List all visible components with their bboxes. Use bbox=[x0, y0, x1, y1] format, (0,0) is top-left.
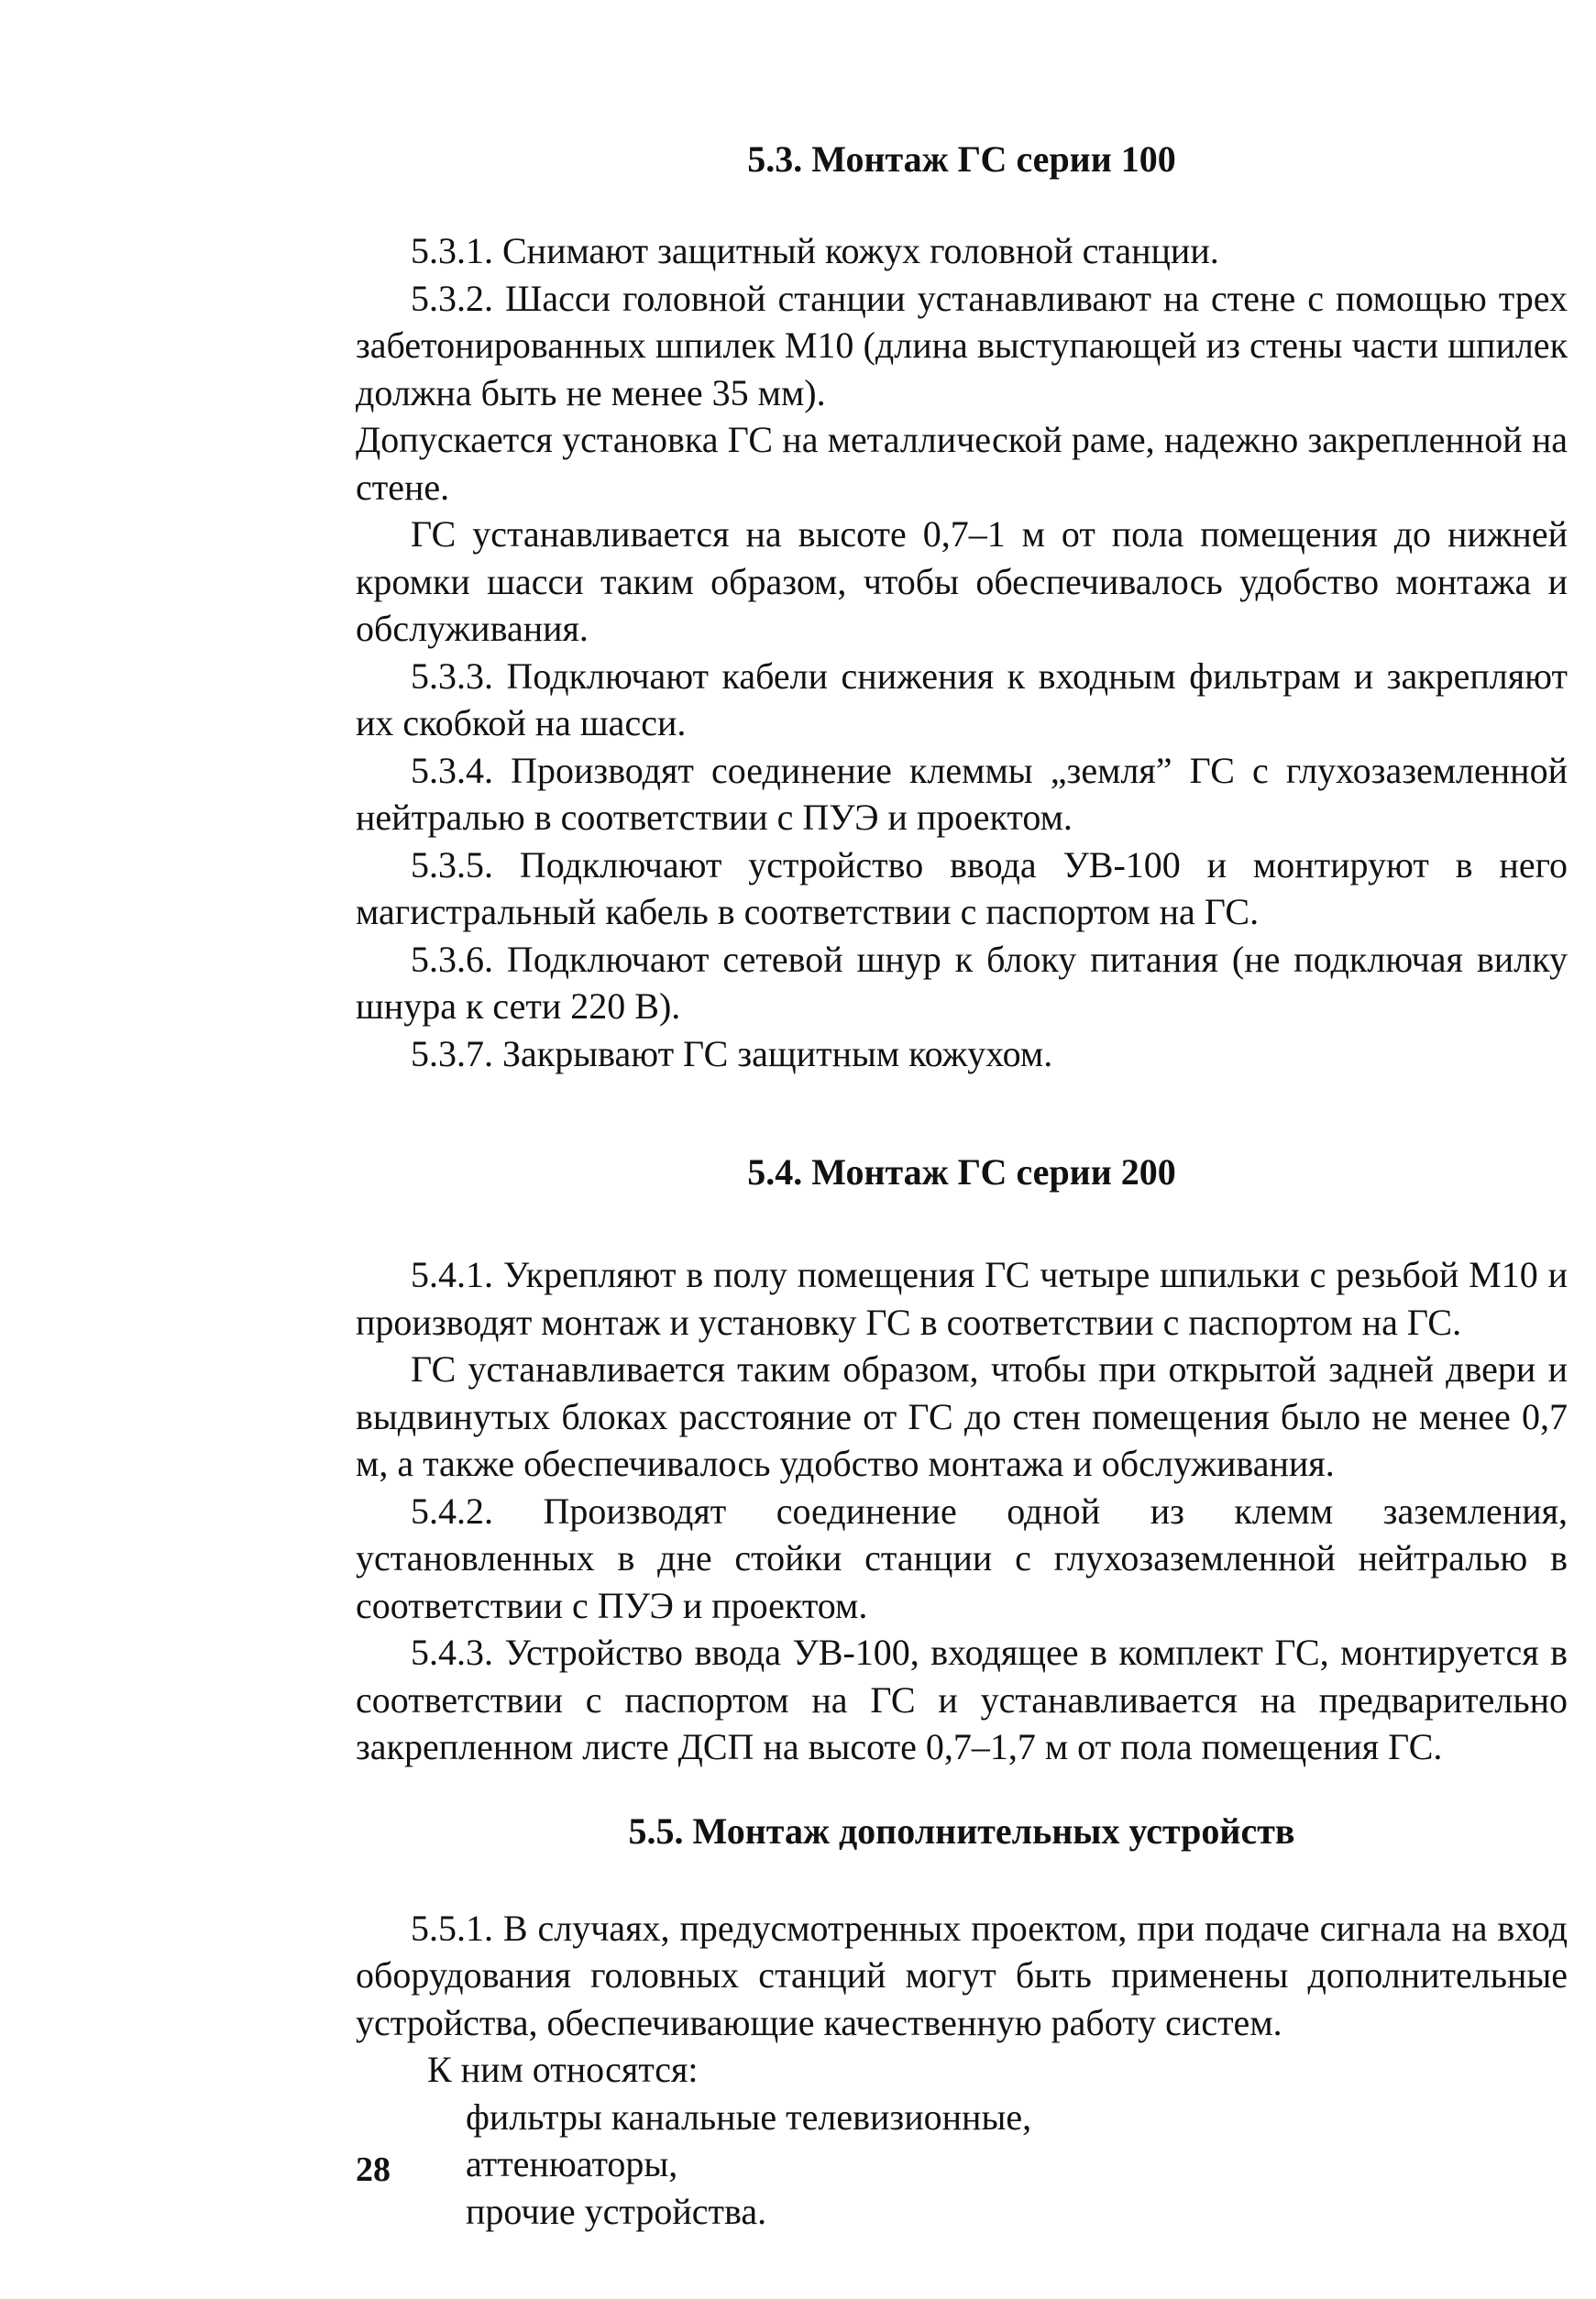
paragraph-5-3-4: 5.3.4. Производят соединение клеммы „земля” ГС с глухозаземленной нейтралью в соответствии с ПУЭ и проектом. bbox=[356, 749, 1568, 838]
list-item: аттенюаторы, bbox=[466, 2143, 678, 2184]
paragraph-5-3-7: 5.3.7. Закрывают ГС защитным кожухом. bbox=[411, 1032, 1053, 1074]
paragraph-5-4-1: 5.4.1. Укрепляют в полу помещения ГС четыре шпильки с резьбой М10 и производят монтаж и установку ГС в соответствии с паспортом на ГС. bbox=[356, 1254, 1568, 1343]
section-heading-5-4: 5.4. Монтаж ГС серии 200 bbox=[747, 1151, 1176, 1193]
paragraph-placement: ГС устанавливается таким образом, чтобы при открытой задней двери и выдвинутых блоках расстояние от ГС до стен помещения было не менее 0,7 м, а также обеспечивалось удобство монтажа и обслуживания. bbox=[356, 1348, 1568, 1484]
paragraph-5-3-3: 5.3.3. Подключают кабели снижения к входным фильтрам и закрепляют их скобкой на шасси. bbox=[356, 654, 1568, 743]
section-heading-5-5: 5.5. Монтаж дополнительных устройств bbox=[628, 1810, 1295, 1852]
paragraph-5-3-1: 5.3.1. Снимают защитный кожух головной станции. bbox=[411, 230, 1219, 271]
paragraph-frame-mounting: Допускается установка ГС на металлической раме, надежно закрепленной на стене. bbox=[356, 419, 1568, 508]
list-item: фильтры канальные телевизионные, bbox=[466, 2096, 1032, 2138]
list-intro: К ним относятся: bbox=[427, 2049, 699, 2090]
paragraph-5-4-3: 5.4.3. Устройство ввода УВ-100, входящее в комплект ГС, монтируется в соответствии с паспортом на ГС и устанавливается на предварительно закрепленном листе ДСП на высоте 0,7–1,7 м от пола помещения ГС. bbox=[356, 1632, 1568, 1767]
document-page bbox=[356, 138, 1568, 2235]
paragraph-5-5-1: 5.5.1. В случаях, предусмотренных проектом, при подаче сигнала на вход оборудования головных станций могут быть применены дополнительные устройства, обеспечивающие качественную работу систем. bbox=[356, 1907, 1568, 2043]
paragraph-mounting-height: ГС устанавливается на высоте 0,7–1 м от пола помещения до нижней кромки шасси таким образом, чтобы обеспечивалось удобство монтажа и обслуживания. bbox=[356, 513, 1568, 649]
paragraph-5-3-6: 5.3.6. Подключают сетевой шнур к блоку питания (не подключая вилку шнура к сети 220 В). bbox=[356, 938, 1568, 1027]
page-number: 28 bbox=[356, 2150, 391, 2189]
list-item: прочие устройства. bbox=[466, 2190, 767, 2232]
paragraph-5-3-5: 5.3.5. Подключают устройство ввода УВ-100 и монтируют в него магистральный кабель в соответствии с паспортом на ГС. bbox=[356, 843, 1568, 932]
paragraph-5-4-2: 5.4.2. Производят соединение одной из клемм заземления, установленных в дне стойки станции с глухозаземленной нейтралью в соответствии с ПУЭ и проектом. bbox=[356, 1490, 1568, 1626]
section-heading-5-3: 5.3. Монтаж ГС серии 100 bbox=[747, 138, 1176, 180]
device-list bbox=[356, 2094, 1568, 2236]
paragraph-5-3-2: 5.3.2. Шасси головной станции устанавливают на стене с помощью трех забетонированных шпилек М10 (длина выступающей из стены части шпилек должна быть не менее 35 мм). bbox=[356, 277, 1568, 413]
